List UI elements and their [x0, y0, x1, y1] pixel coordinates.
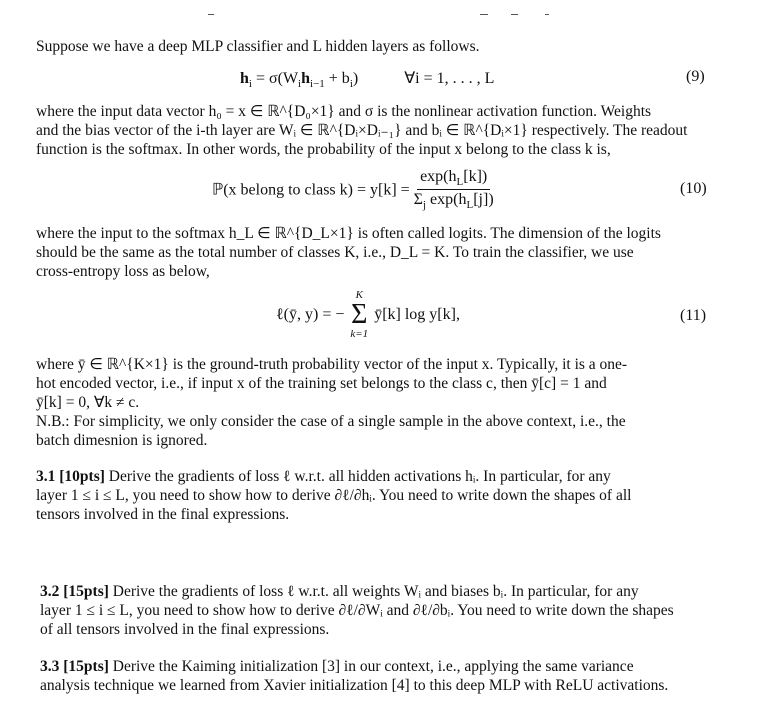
question-3-3: 3.3 [15pts] Derive the Kaiming initialization [3] in our context, i.e., applying the same variance analysis technique we learned from Xavier initialization [4] to this deep MLP with ReLU activations. — [40, 658, 669, 694]
equation-9: $h_i = \sigma(W_ih_{i-1} + b_i)$ ∀i = 1, . . . , L — [240, 70, 495, 91]
question-3-1: 3.1 [10pts] Derive the gradients of loss ℓ w.r.t. all hidden activations hᵢ. In particular, for any layer 1 ≤ i ≤ L, you need to show how to derive ∂ℓ/∂hᵢ. You need to write down the shapes of all tensors involved in the final expressions. — [36, 468, 632, 523]
summation: K Σ k=1 — [350, 289, 369, 340]
paragraph-definitions: where the input data vector h₀ = x ∈ ℝ^{D₀×1} and σ is the nonlinear activation function. Weights and the bias vector of the i-th layer are Wᵢ ∈ ℝ^{Dᵢ×Dᵢ₋₁} and bᵢ ∈ ℝ^{Dᵢ×1} respectively. The readout function is the softmax. In other words, the probability of the input x belong to the class k is, — [36, 103, 688, 158]
paragraph-logits: where the input to the softmax h_L ∈ ℝ^{D_L×1} is often called logits. The dimension of the logits should be the same as the total number of classes K, i.e., D_L = K. To train the classifier, we use cross-entropy loss as below, — [36, 225, 661, 280]
equation-9-number: (9) — [686, 68, 705, 85]
question-3-2: 3.2 [15pts] Derive the gradients of loss ℓ w.r.t. all weights Wᵢ and biases bᵢ. In particular, for any layer 1 ≤ i ≤ L, you need to show how to derive ∂ℓ/∂Wᵢ and ∂ℓ/∂bᵢ. You need to write down the shapes of all tensors involved in the final expressions. — [40, 583, 674, 638]
intro-text: Suppose we have a deep MLP classifier and L hidden layers as follows. — [36, 38, 480, 55]
equation-10: ℙ(x belong to class k) = y[k] = $\frac{\exp(h_L[k])}{\Sigma_j \exp(h_L[j])}$ — [212, 168, 494, 212]
softmax-fraction: $\frac{\exp(h_L[k])}{\Sigma_j \exp(h_L[j])}$ — [413, 168, 494, 212]
equation-10-number: (10) — [680, 180, 707, 197]
equation-11-number: (11) — [680, 307, 707, 324]
equation-11: ℓ(ȳ, y) = − K Σ k=1 ȳ[k] log y[k], — [276, 289, 460, 340]
top-edge-marks — [0, 14, 774, 20]
paragraph-ground-truth: where ȳ ∈ ℝ^{K×1} is the ground-truth probability vector of the input x. Typically, it is a one- hot encoded vector, i.e., if input x of the training set belongs to the class c, then ȳ[c] = 1 and ȳ[k] = 0, ∀k ≠ c. N.B.: For simplicity, we only consider the case of a single sample in the above context, i.e., the batch dimesnion is ignored. — [36, 356, 628, 449]
